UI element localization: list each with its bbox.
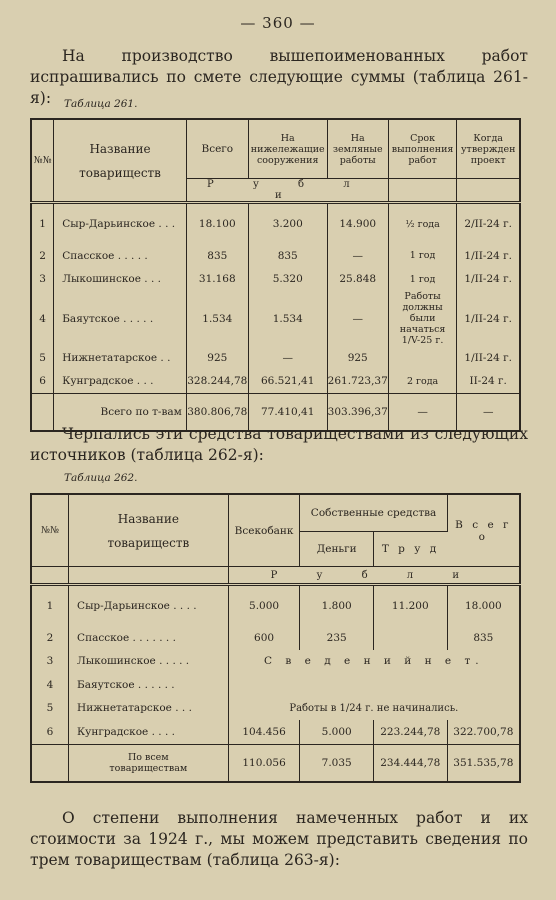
t1-cell-no: 5 xyxy=(31,346,54,370)
t2-total-total: 351.535,78 xyxy=(447,744,520,782)
t1-cell-name: Нижнетатарское . . xyxy=(54,346,187,370)
table-row xyxy=(31,626,520,650)
t1-cell-name: Сыр-Дарьинское . . . xyxy=(54,203,187,245)
t1-total-total: 380.806,78 xyxy=(186,394,248,432)
t2-cell-no: 2 xyxy=(31,626,69,650)
table-row xyxy=(31,697,520,721)
t1-cell-name: Баяутское . . . . . xyxy=(54,291,187,346)
t2-header-no: №№ xyxy=(31,494,69,567)
t1-header-earth: На земляные работы xyxy=(327,119,388,179)
t1-cell-term: ½ года xyxy=(388,203,457,245)
table-261-caption: Таблица 261. xyxy=(64,98,138,110)
t2-total-money: 7.035 xyxy=(300,744,373,782)
t1-cell-earth: — xyxy=(327,291,388,346)
table-row xyxy=(31,370,520,394)
t2-total-label: По всем товариществам xyxy=(69,744,229,782)
t2-cell-bank: 600 xyxy=(228,626,300,650)
t2-header-bank: Всекобанк xyxy=(228,494,300,567)
t1-cell-lower: 3.200 xyxy=(248,203,327,245)
page-number: — 360 — xyxy=(240,14,316,32)
t1-header-lower: На нижележащие сооружения xyxy=(248,119,327,179)
t2-cell-labor: 11.200 xyxy=(373,585,447,627)
table-261 xyxy=(30,118,521,432)
t1-cell-total: 31.168 xyxy=(186,268,248,292)
t1-cell-approved: 2/II-24 г. xyxy=(457,203,520,245)
t2-cell-name: Спасское . . . . . . . xyxy=(69,626,229,650)
t1-total-label: Всего по т-вам xyxy=(54,394,187,432)
t2-cell-no: 6 xyxy=(31,720,69,744)
t2-header-money: Деньги xyxy=(300,532,373,567)
t2-cell-no: 3 xyxy=(31,650,69,674)
t2-cell-money: 235 xyxy=(300,626,373,650)
t1-cell-no: 4 xyxy=(31,291,54,346)
table-row xyxy=(31,346,520,370)
t1-cell-lower: — xyxy=(248,346,327,370)
t2-cell-money: 1.800 xyxy=(300,585,373,627)
t2-cell-name: Сыр-Дарьинское . . . . xyxy=(69,585,229,627)
t1-cell-total: 1.534 xyxy=(186,291,248,346)
t1-cell-earth: — xyxy=(327,244,388,268)
t2-total-bank: 110.056 xyxy=(228,744,300,782)
t1-cell-name: Лыкошинское . . . xyxy=(54,268,187,292)
t1-total-approved: — xyxy=(457,394,520,432)
t1-cell-lower: 5.320 xyxy=(248,268,327,292)
t1-cell-total: 18.100 xyxy=(186,203,248,245)
t1-total-term: — xyxy=(388,394,457,432)
t1-cell-no: 2 xyxy=(31,244,54,268)
table-row xyxy=(31,291,520,346)
table-total-row xyxy=(31,744,520,782)
t1-header-term: Срок выполнения работ xyxy=(388,119,457,179)
table-row xyxy=(31,673,520,697)
t2-cell-name: Лыкошинское . . . . . xyxy=(69,650,229,674)
t2-cell-name: Нижнетатарское . . . xyxy=(69,697,229,721)
t1-cell-total: 925 xyxy=(186,346,248,370)
t1-cell-term: 1 год xyxy=(388,268,457,292)
t2-cell-no: 4 xyxy=(31,673,69,697)
t2-cell-name: Баяутское . . . . . . xyxy=(69,673,229,697)
table-row xyxy=(31,650,520,674)
t1-cell-total: 328.244,78 xyxy=(186,370,248,394)
t2-cell-no: 5 xyxy=(31,697,69,721)
t2-cell-bank: 5.000 xyxy=(228,585,300,627)
t2-cell-no: 1 xyxy=(31,585,69,627)
t2-header-labor: Т р у д xyxy=(381,543,440,555)
t1-cell-name: Кунградское . . . xyxy=(54,370,187,394)
sources-paragraph: Черпались эти средства товариществами из следующих источников (таблица 262-я): xyxy=(30,425,528,464)
t1-cell-no: 6 xyxy=(31,370,54,394)
t1-cell-approved: 1/II-24 г. xyxy=(464,273,512,286)
t1-header-approved: Когда утвержден проект xyxy=(460,132,516,166)
t2-total-labor: 234.444,78 xyxy=(373,744,447,782)
table-262 xyxy=(30,493,521,783)
t1-cell-no: 3 xyxy=(31,268,54,292)
t1-cell-lower: 1.534 xyxy=(248,291,327,346)
t1-header-name: Название товариществ xyxy=(54,119,187,203)
t1-cell-name: Спасское . . . . . xyxy=(54,244,187,268)
t1-cell-earth: 925 xyxy=(327,346,388,370)
table-row xyxy=(31,720,520,744)
t1-cell-total: 835 xyxy=(186,244,248,268)
t2-cell-merged: С в е д е н и й н е т. xyxy=(264,655,484,668)
table-row xyxy=(31,203,520,245)
table-row xyxy=(31,268,520,292)
t1-cell-approved: 1/II-24 г. xyxy=(464,351,512,364)
t2-cell-name: Кунградское . . . . xyxy=(69,720,229,744)
t1-cell-lower: 835 xyxy=(248,244,327,268)
intro-paragraph: На производство вышепоименованных работ испрашивались по смете следующие суммы (таблица 261-я): xyxy=(30,47,528,107)
t2-units: Р у б л и xyxy=(228,567,520,585)
t2-cell-bank: 104.456 xyxy=(228,720,300,744)
t1-total-earth: 303.396,37 xyxy=(327,394,388,432)
t1-cell-lower: 66.521,41 xyxy=(248,370,327,394)
t1-cell-earth: 261.723,37 xyxy=(327,370,388,394)
t1-cell-earth: 14.900 xyxy=(327,203,388,245)
t1-cell-term xyxy=(388,346,457,370)
t2-cell-total: 835 xyxy=(473,631,494,644)
t2-cell-money: 5.000 xyxy=(300,720,373,744)
t1-cell-earth: 25.848 xyxy=(327,268,388,292)
t2-cell-labor xyxy=(373,626,447,650)
t2-cell-total: 18.000 xyxy=(447,585,520,627)
t2-cell-merged: Работы в 1/24 г. не начинались. xyxy=(289,702,459,714)
t1-cell-approved: II-24 г. xyxy=(469,375,507,388)
table-262-caption: Таблица 262. xyxy=(64,472,138,484)
t1-total-lower: 77.410,41 xyxy=(248,394,327,432)
t2-cell-total: 322.700,78 xyxy=(453,725,514,738)
table-row xyxy=(31,585,520,627)
t1-header-total: Всего xyxy=(186,119,248,179)
closing-paragraph: О степени выполнения намеченных работ и их стоимости за 1924 г., мы можем представить сведения по трем товариществам (таблица 263-я): xyxy=(30,809,528,869)
t1-cell-term: 2 года xyxy=(388,370,457,394)
t2-header-name: Название товариществ xyxy=(69,494,229,567)
t2-header-total: В с е г о xyxy=(455,518,512,543)
t1-cell-no: 1 xyxy=(31,203,54,245)
t2-total-blank xyxy=(31,744,69,782)
t1-units: Р у б л и xyxy=(186,179,388,203)
t1-cell-approved: 1/II-24 г. xyxy=(464,249,512,262)
t1-cell-term: Работы должны были начаться 1/V-25 г. xyxy=(388,291,457,346)
t1-cell-approved: 1/II-24 г. xyxy=(464,312,512,325)
t2-header-own: Собственные средства xyxy=(300,494,447,532)
t2-cell-merged xyxy=(228,673,520,697)
t2-cell-labor: 223.244,78 xyxy=(373,720,447,744)
t1-header-no: №№ xyxy=(31,119,54,203)
table-row xyxy=(31,244,520,268)
t1-cell-term: 1 год xyxy=(388,244,457,268)
